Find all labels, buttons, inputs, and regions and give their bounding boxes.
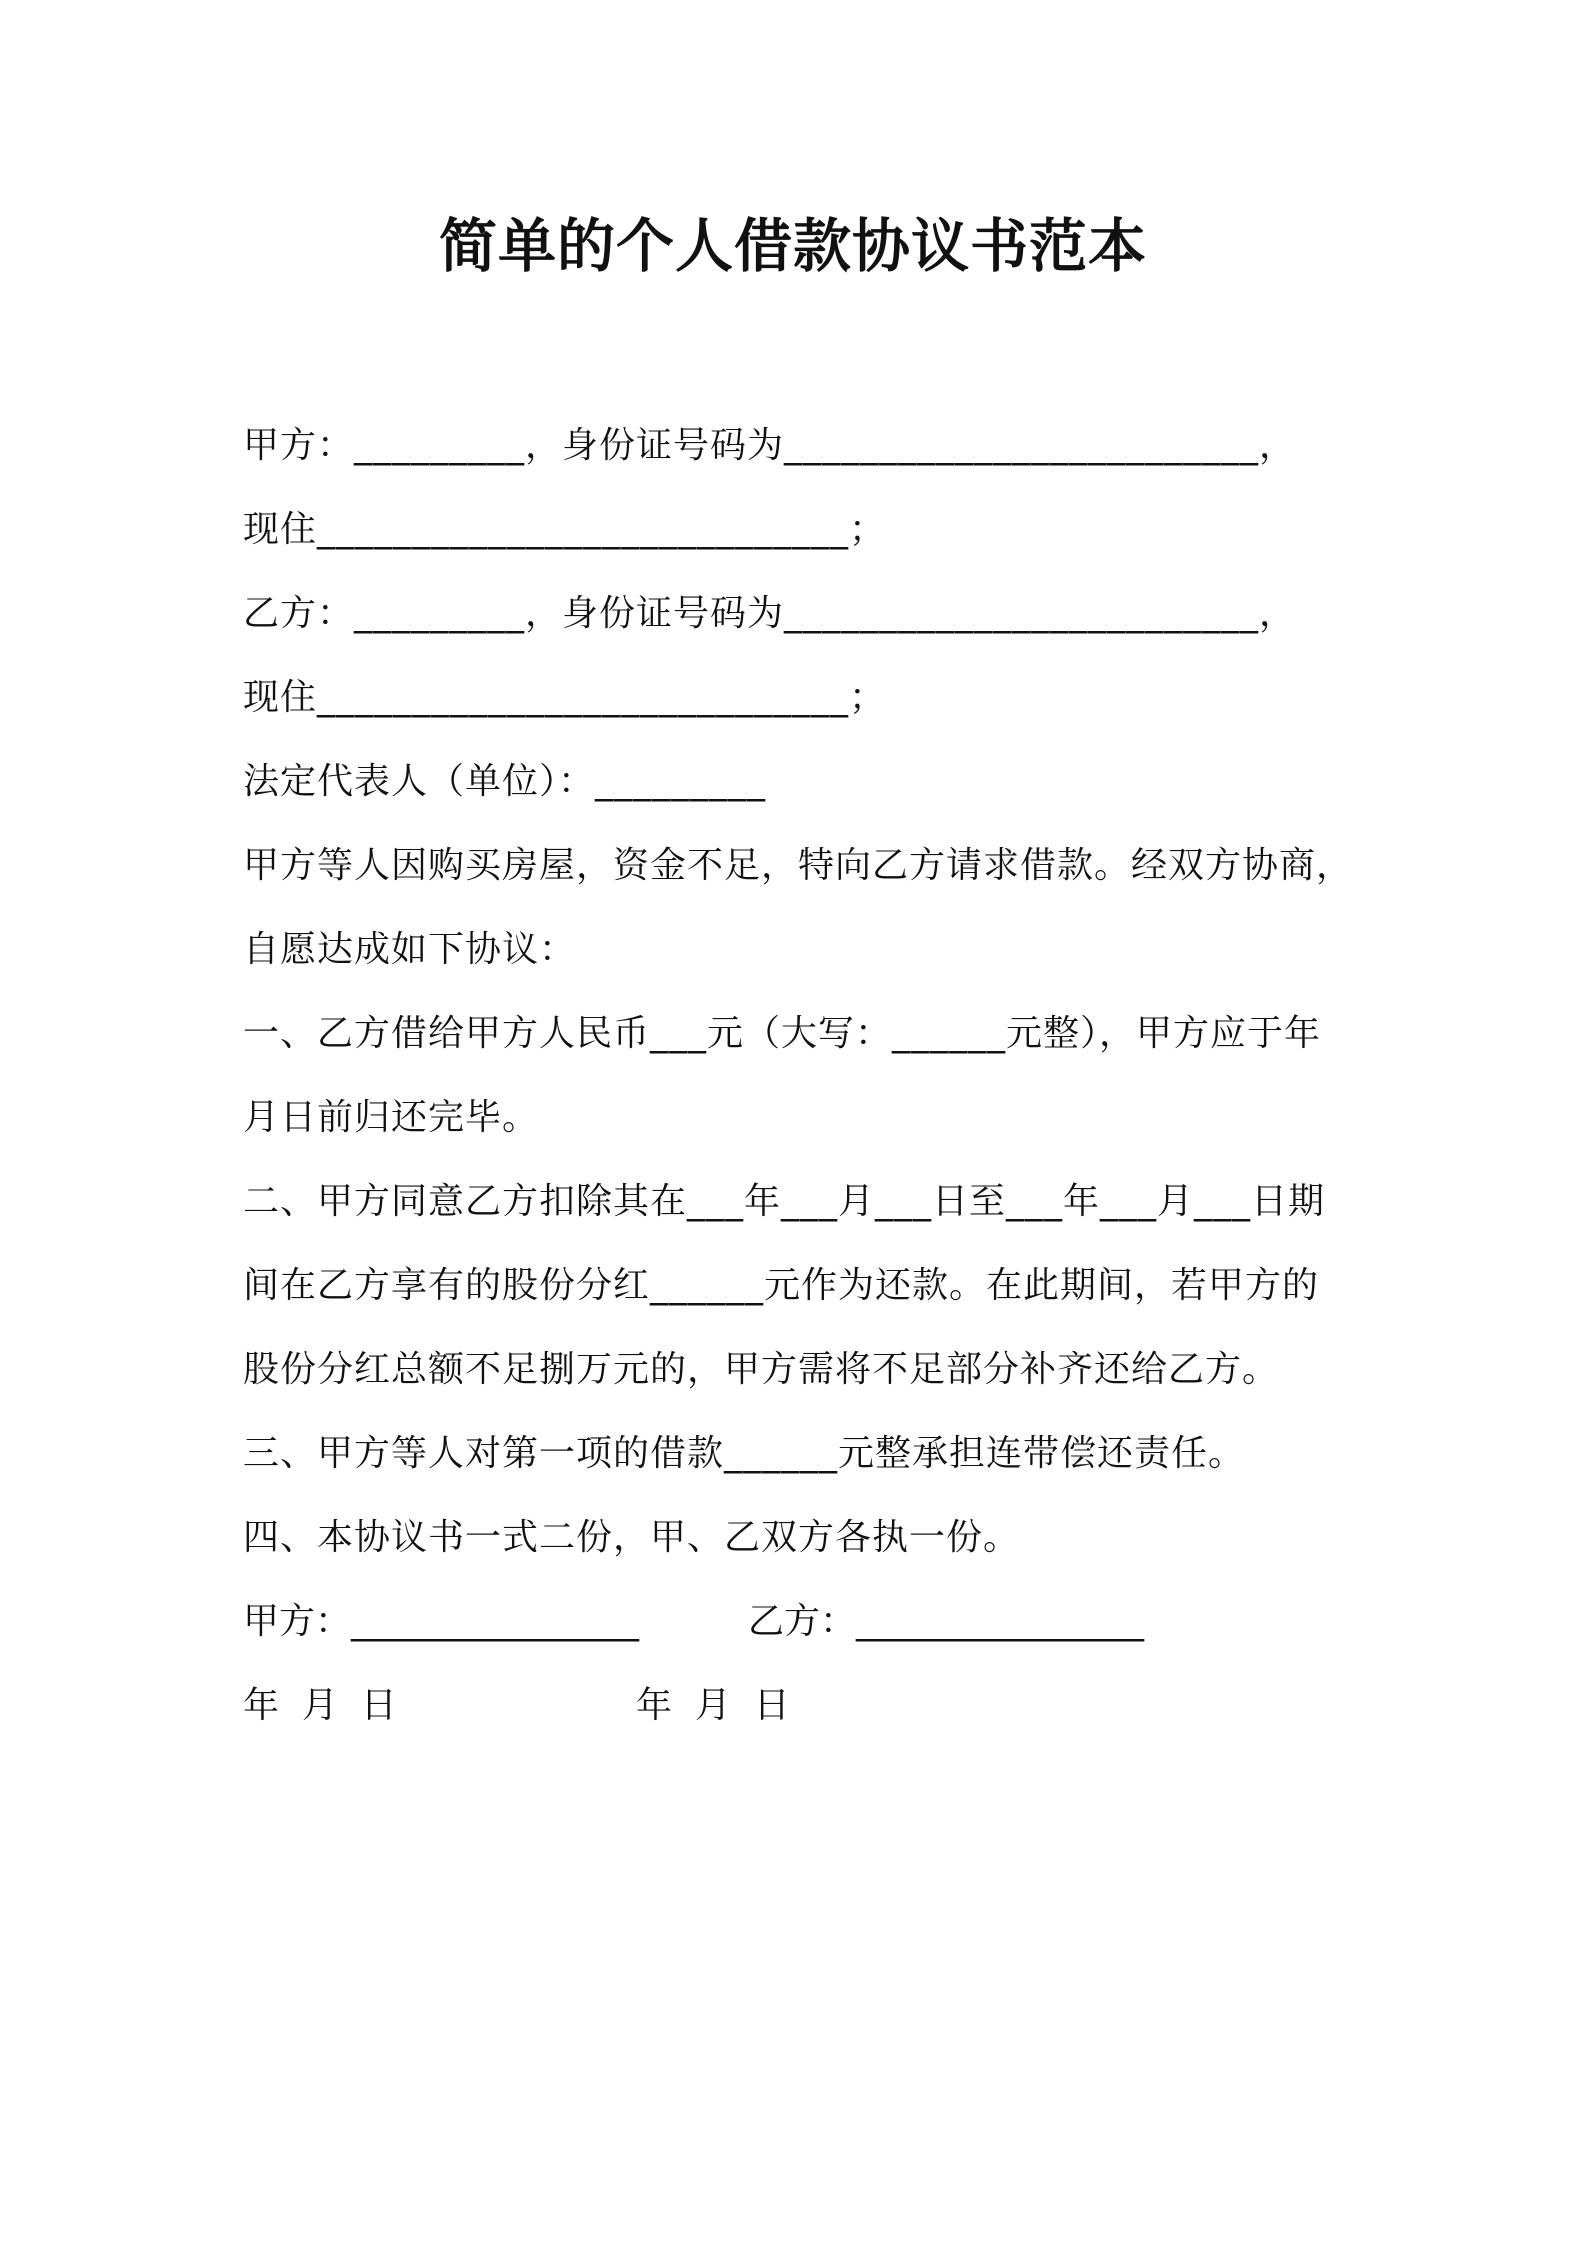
party-a-date: 年 月 日: [243, 1685, 397, 1726]
clause-3-line: 三、甲方等人对第一项的借款______元整承担连带偿还责任。: [243, 1433, 1246, 1474]
clause-4-line: 四、本协议书一式二份，甲、乙双方各执一份。: [243, 1517, 1021, 1558]
intro-paragraph-line-1: 甲方等人因购买房屋，资金不足，特向乙方请求借款。经双方协商，: [243, 845, 1354, 886]
date-row: [243, 1664, 1353, 1748]
party-b-address-line: 现住____________________________；: [243, 677, 886, 718]
party-b-date: 年 月 日: [636, 1685, 790, 1726]
intro-paragraph-line-2: 自愿达成如下协议：: [243, 929, 577, 970]
party-b-line: 乙方：_________，身份证号码为_________________________，: [243, 593, 1297, 634]
signature-row: [243, 1580, 1353, 1664]
clause-1-line-1: 一、乙方借给甲方人民币___元（大写：______元整），甲方应于年: [243, 1013, 1322, 1054]
party-a-address-line: 现住____________________________；: [243, 509, 886, 550]
party-a-signature: 甲方：________________: [243, 1601, 640, 1642]
clause-2-line-1: 二、甲方同意乙方扣除其在___年___月___日至___年___月___日期: [243, 1181, 1326, 1222]
legal-representative-line: 法定代表人（单位）：_________: [243, 761, 767, 802]
clause-2-line-2: 间在乙方享有的股份分红______元作为还款。在此期间，若甲方的: [243, 1265, 1320, 1306]
document-body: [243, 404, 1353, 1748]
party-a-line: 甲方：_________，身份证号码为_________________________，: [243, 425, 1297, 466]
clause-1-line-2: 月日前归还完毕。: [243, 1097, 540, 1138]
document-title: 简单的个人借款协议书范本: [438, 212, 1147, 280]
party-b-signature: 乙方：________________: [748, 1601, 1145, 1642]
clause-2-line-3: 股份分红总额不足捌万元的，甲方需将不足部分补齐还给乙方。: [243, 1349, 1280, 1390]
